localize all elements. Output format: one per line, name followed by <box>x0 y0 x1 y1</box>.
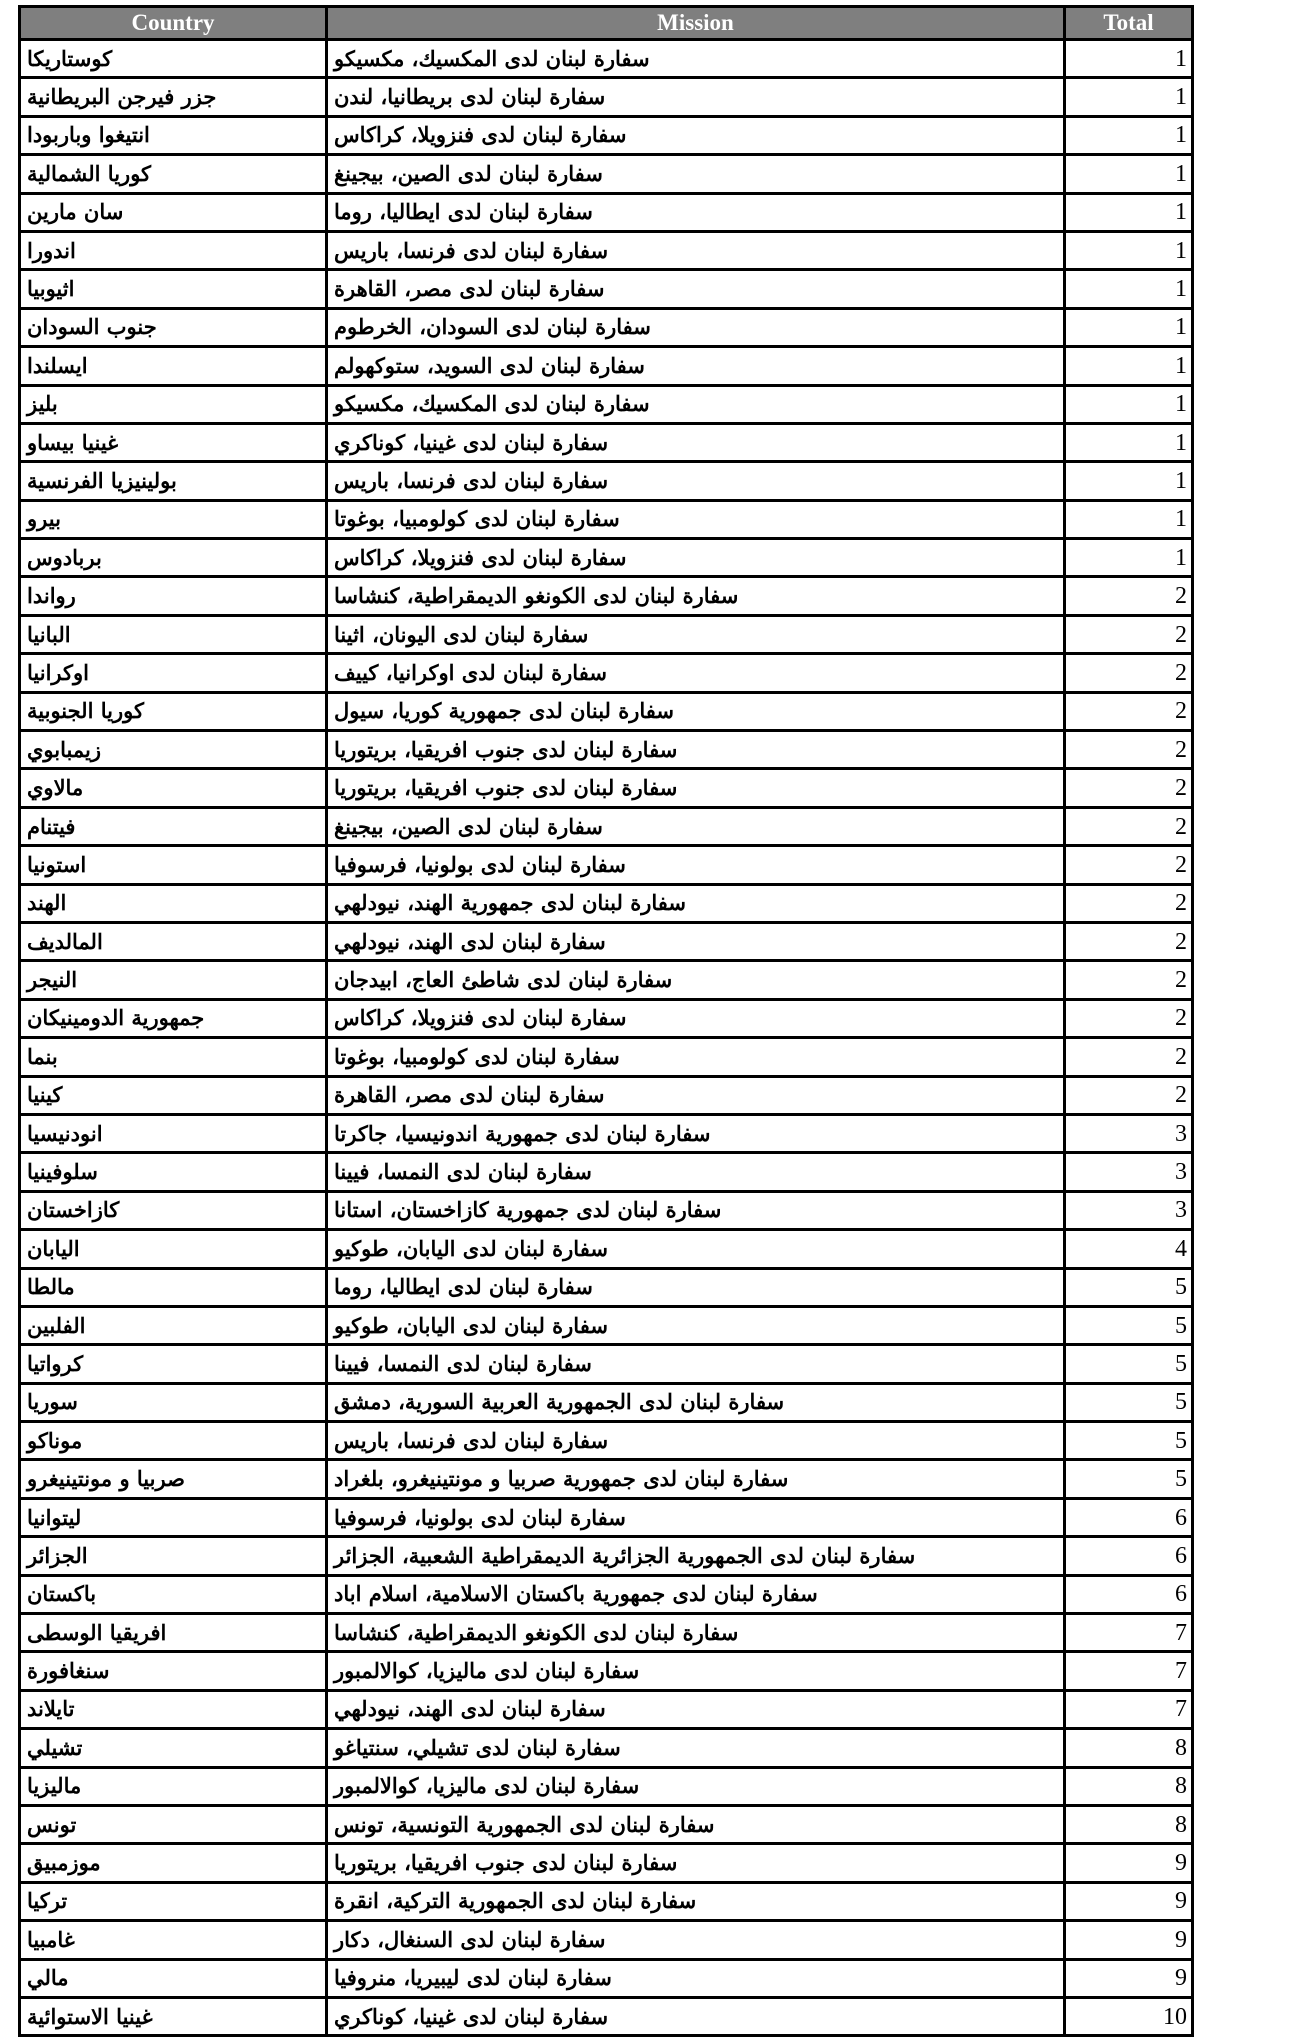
mission-cell: سفارة لبنان لدى جمهورية اندونيسيا، جاكرتا <box>327 1114 1065 1152</box>
country-cell: غينيا الاستوائية <box>20 1997 327 2035</box>
mission-cell: سفارة لبنان لدى شاطئ العاج، ابيدجان <box>327 961 1065 999</box>
table-body <box>20 40 1193 2036</box>
table-row <box>20 1767 1193 1805</box>
mission-cell: سفارة لبنان لدى الهند، نيودلهي <box>327 922 1065 960</box>
table-row <box>20 615 1193 653</box>
total-cell: 10 <box>1065 1997 1193 2035</box>
table-row <box>20 1959 1193 1997</box>
mission-cell: سفارة لبنان لدى بولونيا، فرسوفيا <box>327 1498 1065 1536</box>
country-cell: بليز <box>20 385 327 423</box>
total-cell: 2 <box>1065 999 1193 1037</box>
mission-cell: سفارة لبنان لدى السويد، ستوكهولم <box>327 347 1065 385</box>
table-row <box>20 1422 1193 1460</box>
country-cell: افريقيا الوسطى <box>20 1614 327 1652</box>
table-row <box>20 500 1193 538</box>
mission-cell: سفارة لبنان لدى الجمهورية التونسية، تونس <box>327 1805 1065 1843</box>
total-cell: 1 <box>1065 423 1193 461</box>
total-cell: 5 <box>1065 1345 1193 1383</box>
table-row <box>20 1537 1193 1575</box>
mission-cell: سفارة لبنان لدى السودان، الخرطوم <box>327 308 1065 346</box>
mission-cell: سفارة لبنان لدى السنغال، دكار <box>327 1921 1065 1959</box>
mission-cell: سفارة لبنان لدى جنوب افريقيا، بريتوريا <box>327 769 1065 807</box>
total-cell: 6 <box>1065 1498 1193 1536</box>
mission-cell: سفارة لبنان لدى مصر، القاهرة <box>327 270 1065 308</box>
mission-cell: سفارة لبنان لدى اليابان، طوكيو <box>327 1230 1065 1268</box>
mission-cell: سفارة لبنان لدى بولونيا، فرسوفيا <box>327 846 1065 884</box>
country-cell: كوريا الجنوبية <box>20 692 327 730</box>
total-cell: 1 <box>1065 116 1193 154</box>
country-cell: بولينيزيا الفرنسية <box>20 462 327 500</box>
total-cell: 5 <box>1065 1460 1193 1498</box>
country-cell: جنوب السودان <box>20 308 327 346</box>
country-cell: اوكرانيا <box>20 654 327 692</box>
country-cell: بيرو <box>20 500 327 538</box>
total-cell: 2 <box>1065 615 1193 653</box>
column-header-country: Country <box>20 7 327 40</box>
table-row <box>20 347 1193 385</box>
total-cell: 1 <box>1065 270 1193 308</box>
total-cell: 9 <box>1065 1844 1193 1882</box>
table-row <box>20 731 1193 769</box>
country-cell: ماليزيا <box>20 1767 327 1805</box>
country-cell: كازاخستان <box>20 1191 327 1229</box>
total-cell: 9 <box>1065 1921 1193 1959</box>
table-row <box>20 961 1193 999</box>
mission-cell: سفارة لبنان لدى فنزويلا، كراكاس <box>327 999 1065 1037</box>
mission-cell: سفارة لبنان لدى فنزويلا، كراكاس <box>327 116 1065 154</box>
table-row <box>20 155 1193 193</box>
table-row <box>20 1614 1193 1652</box>
country-cell: سوريا <box>20 1383 327 1421</box>
total-cell: 1 <box>1065 78 1193 116</box>
header-row <box>20 7 1193 40</box>
mission-cell: سفارة لبنان لدى اليابان، طوكيو <box>327 1306 1065 1344</box>
mission-cell: سفارة لبنان لدى جنوب افريقيا، بريتوريا <box>327 1844 1065 1882</box>
table-row <box>20 1383 1193 1421</box>
table-row <box>20 1306 1193 1344</box>
mission-cell: سفارة لبنان لدى كولومبيا، بوغوتا <box>327 500 1065 538</box>
total-cell: 3 <box>1065 1114 1193 1152</box>
table-row <box>20 1230 1193 1268</box>
table-row <box>20 1268 1193 1306</box>
total-cell: 1 <box>1065 500 1193 538</box>
mission-cell: سفارة لبنان لدى ايطاليا، روما <box>327 193 1065 231</box>
country-cell: تشيلي <box>20 1729 327 1767</box>
country-cell: سنغافورة <box>20 1652 327 1690</box>
total-cell: 1 <box>1065 155 1193 193</box>
country-cell: النيجر <box>20 961 327 999</box>
country-cell: مالي <box>20 1959 327 1997</box>
total-cell: 8 <box>1065 1729 1193 1767</box>
country-cell: سلوفينيا <box>20 1153 327 1191</box>
mission-cell: سفارة لبنان لدى فرنسا، باريس <box>327 462 1065 500</box>
country-cell: مالطا <box>20 1268 327 1306</box>
table-row <box>20 1921 1193 1959</box>
table-row <box>20 654 1193 692</box>
table-row <box>20 1575 1193 1613</box>
country-cell: الجزائر <box>20 1537 327 1575</box>
country-cell: استونيا <box>20 846 327 884</box>
country-cell: باكستان <box>20 1575 327 1613</box>
table-row <box>20 385 1193 423</box>
total-cell: 1 <box>1065 231 1193 269</box>
country-cell: كوستاريكا <box>20 40 327 78</box>
country-cell: انودنيسيا <box>20 1114 327 1152</box>
total-cell: 1 <box>1065 462 1193 500</box>
country-cell: الفلبين <box>20 1306 327 1344</box>
country-cell: غامبيا <box>20 1921 327 1959</box>
table-row <box>20 231 1193 269</box>
total-cell: 2 <box>1065 961 1193 999</box>
country-cell: كرواتيا <box>20 1345 327 1383</box>
table-row <box>20 1076 1193 1114</box>
table-header <box>20 7 1193 40</box>
mission-cell: سفارة لبنان لدى جمهورية كازاخستان، استانا <box>327 1191 1065 1229</box>
mission-cell: سفارة لبنان لدى الجمهورية التركية، انقرة <box>327 1882 1065 1920</box>
mission-cell: سفارة لبنان لدى فرنسا، باريس <box>327 1422 1065 1460</box>
table-row <box>20 846 1193 884</box>
mission-cell: سفارة لبنان لدى ايطاليا، روما <box>327 1268 1065 1306</box>
country-cell: صربيا و مونتينيغرو <box>20 1460 327 1498</box>
mission-cell: سفارة لبنان لدى الهند، نيودلهي <box>327 1690 1065 1728</box>
table-row <box>20 78 1193 116</box>
total-cell: 4 <box>1065 1230 1193 1268</box>
table-row <box>20 1191 1193 1229</box>
total-cell: 2 <box>1065 692 1193 730</box>
total-cell: 5 <box>1065 1306 1193 1344</box>
country-cell: جمهورية الدومينيكان <box>20 999 327 1037</box>
total-cell: 5 <box>1065 1268 1193 1306</box>
mission-cell: سفارة لبنان لدى الجمهورية الجزائرية الديمقراطية الشعبية، الجزائر <box>327 1537 1065 1575</box>
country-cell: كينيا <box>20 1076 327 1114</box>
total-cell: 1 <box>1065 193 1193 231</box>
table-row <box>20 692 1193 730</box>
total-cell: 1 <box>1065 308 1193 346</box>
table-row <box>20 1729 1193 1767</box>
table-row <box>20 539 1193 577</box>
total-cell: 7 <box>1065 1690 1193 1728</box>
mission-cell: سفارة لبنان لدى جمهورية صربيا و مونتينيغرو، بلغراد <box>327 1460 1065 1498</box>
table-row <box>20 193 1193 231</box>
mission-cell: سفارة لبنان لدى فرنسا، باريس <box>327 231 1065 269</box>
mission-cell: سفارة لبنان لدى بريطانيا، لندن <box>327 78 1065 116</box>
total-cell: 2 <box>1065 577 1193 615</box>
total-cell: 8 <box>1065 1805 1193 1843</box>
mission-cell: سفارة لبنان لدى جمهورية باكستان الاسلامية، اسلام اباد <box>327 1575 1065 1613</box>
country-cell: الهند <box>20 884 327 922</box>
mission-cell: سفارة لبنان لدى ماليزيا، كوالالمبور <box>327 1652 1065 1690</box>
total-cell: 1 <box>1065 347 1193 385</box>
mission-cell: سفارة لبنان لدى الصين، بيجينغ <box>327 807 1065 845</box>
table-row <box>20 462 1193 500</box>
total-cell: 2 <box>1065 846 1193 884</box>
country-cell: اثيوبيا <box>20 270 327 308</box>
mission-cell: سفارة لبنان لدى فنزويلا، كراكاس <box>327 539 1065 577</box>
country-cell: بنما <box>20 1038 327 1076</box>
table-row <box>20 1498 1193 1536</box>
total-cell: 2 <box>1065 884 1193 922</box>
mission-cell: سفارة لبنان لدى جمهورية الهند، نيودلهي <box>327 884 1065 922</box>
country-cell: البانيا <box>20 615 327 653</box>
total-cell: 5 <box>1065 1383 1193 1421</box>
country-cell: ليتوانيا <box>20 1498 327 1536</box>
total-cell: 5 <box>1065 1422 1193 1460</box>
missions-table <box>18 5 1194 2037</box>
total-cell: 9 <box>1065 1882 1193 1920</box>
table-row <box>20 807 1193 845</box>
table-row <box>20 1882 1193 1920</box>
mission-cell: سفارة لبنان لدى النمسا، فيينا <box>327 1153 1065 1191</box>
total-cell: 1 <box>1065 385 1193 423</box>
mission-cell: سفارة لبنان لدى تشيلي، سنتياغو <box>327 1729 1065 1767</box>
table-row <box>20 308 1193 346</box>
table-row <box>20 1997 1193 2035</box>
total-cell: 7 <box>1065 1614 1193 1652</box>
mission-cell: سفارة لبنان لدى ليبيريا، منروفيا <box>327 1959 1065 1997</box>
column-header-total: Total <box>1065 7 1193 40</box>
total-cell: 3 <box>1065 1153 1193 1191</box>
country-cell: تركيا <box>20 1882 327 1920</box>
total-cell: 7 <box>1065 1652 1193 1690</box>
table-row <box>20 423 1193 461</box>
country-cell: انتيغوا وباربودا <box>20 116 327 154</box>
total-cell: 1 <box>1065 40 1193 78</box>
country-cell: موزمبيق <box>20 1844 327 1882</box>
country-cell: جزر فيرجن البريطانية <box>20 78 327 116</box>
country-cell: تايلاند <box>20 1690 327 1728</box>
mission-cell: سفارة لبنان لدى اوكرانيا، كييف <box>327 654 1065 692</box>
table-row <box>20 1652 1193 1690</box>
table-row <box>20 922 1193 960</box>
table-row <box>20 1038 1193 1076</box>
mission-cell: سفارة لبنان لدى الجمهورية العربية السورية، دمشق <box>327 1383 1065 1421</box>
country-cell: زيمبابوي <box>20 731 327 769</box>
table-row <box>20 884 1193 922</box>
total-cell: 2 <box>1065 1038 1193 1076</box>
mission-cell: سفارة لبنان لدى الكونغو الديمقراطية، كنشاسا <box>327 577 1065 615</box>
country-cell: اليابان <box>20 1230 327 1268</box>
total-cell: 2 <box>1065 922 1193 960</box>
total-cell: 8 <box>1065 1767 1193 1805</box>
mission-cell: سفارة لبنان لدى جنوب افريقيا، بريتوريا <box>327 731 1065 769</box>
table-row <box>20 577 1193 615</box>
table-row <box>20 1114 1193 1152</box>
total-cell: 2 <box>1065 731 1193 769</box>
total-cell: 9 <box>1065 1959 1193 1997</box>
mission-cell: سفارة لبنان لدى النمسا، فيينا <box>327 1345 1065 1383</box>
table-row <box>20 1844 1193 1882</box>
total-cell: 2 <box>1065 769 1193 807</box>
mission-cell: سفارة لبنان لدى جمهورية كوريا، سيول <box>327 692 1065 730</box>
mission-cell: سفارة لبنان لدى الصين، بيجينغ <box>327 155 1065 193</box>
total-cell: 3 <box>1065 1191 1193 1229</box>
country-cell: سان مارين <box>20 193 327 231</box>
table-row <box>20 1805 1193 1843</box>
country-cell: كوريا الشمالية <box>20 155 327 193</box>
table-row <box>20 1345 1193 1383</box>
total-cell: 1 <box>1065 539 1193 577</box>
total-cell: 2 <box>1065 807 1193 845</box>
total-cell: 6 <box>1065 1537 1193 1575</box>
mission-cell: سفارة لبنان لدى المكسيك، مكسيكو <box>327 40 1065 78</box>
country-cell: مالاوي <box>20 769 327 807</box>
mission-cell: سفارة لبنان لدى كولومبيا، بوغوتا <box>327 1038 1065 1076</box>
table-row <box>20 116 1193 154</box>
table-row <box>20 999 1193 1037</box>
country-cell: ايسلندا <box>20 347 327 385</box>
country-cell: غينيا بيساو <box>20 423 327 461</box>
mission-cell: سفارة لبنان لدى الكونغو الديمقراطية، كنشاسا <box>327 1614 1065 1652</box>
mission-cell: سفارة لبنان لدى المكسيك، مكسيكو <box>327 385 1065 423</box>
country-cell: تونس <box>20 1805 327 1843</box>
table-row <box>20 1690 1193 1728</box>
total-cell: 2 <box>1065 654 1193 692</box>
table-row <box>20 769 1193 807</box>
total-cell: 2 <box>1065 1076 1193 1114</box>
table-row <box>20 1460 1193 1498</box>
mission-cell: سفارة لبنان لدى اليونان، اثينا <box>327 615 1065 653</box>
mission-cell: سفارة لبنان لدى مصر، القاهرة <box>327 1076 1065 1114</box>
country-cell: رواندا <box>20 577 327 615</box>
country-cell: بربادوس <box>20 539 327 577</box>
table-row <box>20 1153 1193 1191</box>
table-row <box>20 270 1193 308</box>
total-cell: 6 <box>1065 1575 1193 1613</box>
country-cell: موناكو <box>20 1422 327 1460</box>
country-cell: اندورا <box>20 231 327 269</box>
mission-cell: سفارة لبنان لدى غينيا، كوناكري <box>327 1997 1065 2035</box>
table-row <box>20 40 1193 78</box>
column-header-mission: Mission <box>327 7 1065 40</box>
country-cell: فيتنام <box>20 807 327 845</box>
mission-cell: سفارة لبنان لدى ماليزيا، كوالالمبور <box>327 1767 1065 1805</box>
country-cell: المالديف <box>20 922 327 960</box>
mission-cell: سفارة لبنان لدى غينيا، كوناكري <box>327 423 1065 461</box>
